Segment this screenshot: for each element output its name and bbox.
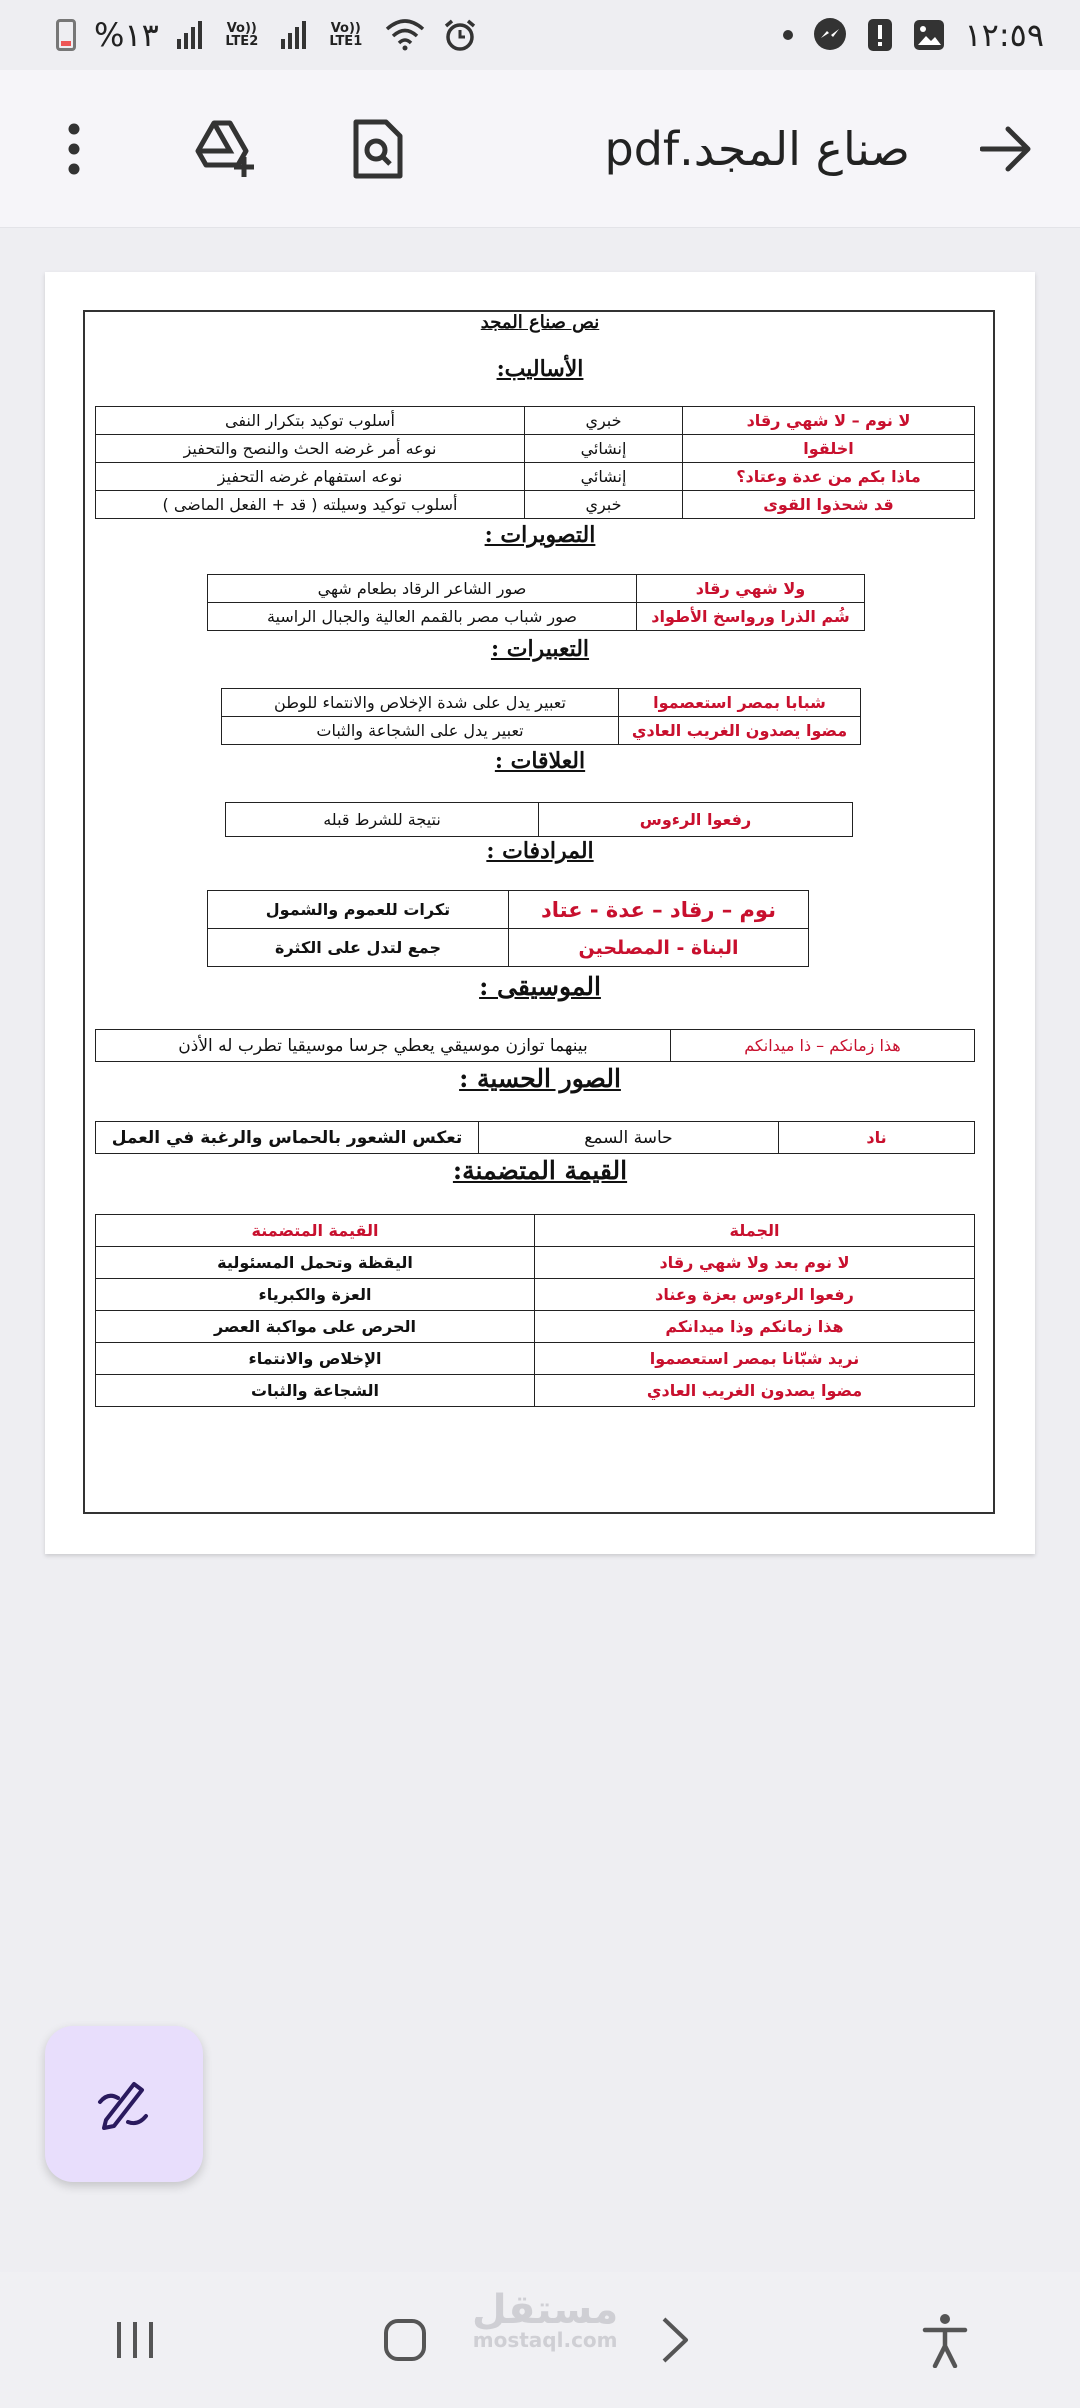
table-row (96, 407, 975, 435)
phrase-cell: قد شحذوا القوى (683, 491, 975, 519)
home-icon[interactable] (360, 2295, 450, 2385)
section-heading-styles: الأساليب: (496, 356, 584, 382)
imagery-table (207, 574, 865, 631)
back-icon[interactable] (630, 2295, 720, 2385)
lte2-label: Vo)) LTE2 (225, 21, 259, 49)
sentence-cell: رفعوا الرءوس بعزة وعناد (535, 1279, 975, 1311)
phrase-cell: اخلقوا (683, 435, 975, 463)
type-cell: خبري (525, 407, 683, 435)
value-cell: العزة والكبرياء (96, 1279, 535, 1311)
table-row (96, 435, 975, 463)
type-cell: حاسة السمع (479, 1122, 779, 1154)
signal-icon (281, 21, 307, 49)
section-heading-synonyms: المرادفات : (486, 838, 594, 864)
table-row (96, 463, 975, 491)
gallery-icon (912, 18, 946, 52)
accessibility-icon[interactable] (900, 2295, 990, 2385)
styles-table (95, 406, 975, 519)
watermark (472, 2287, 619, 2352)
table-row (96, 1375, 975, 1407)
table-row (96, 1030, 975, 1062)
alarm-icon (443, 18, 477, 52)
sentence-cell: لا نوم بعد ولا شهي رقاد (535, 1247, 975, 1279)
phrase-cell: ناد (779, 1122, 975, 1154)
phrase-cell: ولا شهي رقاد (637, 575, 865, 603)
section-heading-relations: العلاقات : (494, 748, 586, 774)
table-row (96, 491, 975, 519)
music-table (95, 1029, 975, 1062)
sentence-cell: مضوا يصدون الغريب العادي (535, 1375, 975, 1407)
status-bar (0, 0, 1080, 70)
type-cell: إنشائي (525, 435, 683, 463)
desc-cell: صور شباب مصر بالقمم العالية والجبال الراسية (208, 603, 637, 631)
more-vert-icon[interactable] (38, 113, 110, 185)
desc-cell: صور الشاعر الرقاد بطعام شهي (208, 575, 637, 603)
wifi-icon (385, 19, 425, 51)
status-right (782, 16, 1044, 54)
senses-table (95, 1121, 975, 1154)
value-cell: الحرص على مواكبة العصر (96, 1311, 535, 1343)
section-heading-expressions: التعبيرات : (490, 636, 590, 662)
table-header-row (96, 1215, 975, 1247)
header-value: القيمة المتضمنة (96, 1215, 535, 1247)
table-row (96, 1343, 975, 1375)
back-arrow-icon[interactable] (970, 113, 1042, 185)
table-row (96, 1122, 975, 1154)
header-sentence: الجملة (535, 1215, 975, 1247)
relations-table (225, 802, 853, 837)
table-row (222, 717, 861, 745)
lte1-label: Vo)) LTE1 (329, 21, 363, 49)
desc-cell: تكرات للعموم والشمول (208, 891, 509, 929)
clock: ١٢:٥٩ (964, 16, 1044, 54)
table-row (96, 1247, 975, 1279)
type-cell: إنشائي (525, 463, 683, 491)
search-document-icon[interactable] (342, 113, 414, 185)
table-row (208, 575, 865, 603)
battery-percent: %١٣ (94, 16, 159, 54)
expressions-table (221, 688, 861, 745)
app-bar-actions (38, 113, 414, 185)
section-heading-senses: الصور الحسية : (459, 1064, 621, 1093)
synonyms-table (207, 890, 809, 967)
phrase-cell: شُم الذرا ورواسخ الأطواد (637, 603, 865, 631)
watermark-sub: mostaql.com (472, 2328, 618, 2352)
edit-pen-icon (94, 2072, 154, 2136)
edit-fab-button[interactable] (45, 2026, 203, 2182)
table-row (222, 689, 861, 717)
pdf-page[interactable] (45, 272, 1035, 1554)
phrase-cell: رفعوا الرءوس (539, 803, 853, 837)
desc-cell: أسلوب توكيد بتكرار النفى (96, 407, 525, 435)
section-heading-values: القيمة المتضمنة: (452, 1156, 628, 1185)
table-row (96, 1279, 975, 1311)
table-row (208, 929, 809, 967)
desc-cell: نتيجة للشرط قبله (226, 803, 539, 837)
document-title: صناع المجد.pdf (604, 121, 910, 176)
phrase-cell: نوم – رقاد – عدة - عتاد (509, 891, 809, 929)
sentence-cell: هذا زمانكم وذا ميدانكم (535, 1311, 975, 1343)
dot-icon (782, 29, 794, 41)
type-cell: خبري (525, 491, 683, 519)
value-cell: الإخلاص والانتماء (96, 1343, 535, 1375)
desc-cell: جمع لتدل على الكثرة (208, 929, 509, 967)
table-row (226, 803, 853, 837)
table-row (96, 1311, 975, 1343)
table-row (208, 603, 865, 631)
battery-icon (56, 19, 76, 51)
signal-icon (177, 21, 203, 49)
desc-cell: نوعه استفهام غرضه التحفيز (96, 463, 525, 491)
values-table (95, 1214, 975, 1407)
desc-cell: نوعه أمر غرضه الحث والنصح والتحفيز (96, 435, 525, 463)
phrase-cell: شبابا بمصر استعصموا (619, 689, 861, 717)
messenger-icon (812, 17, 848, 53)
value-cell: اليقظة وتحمل المسئولية (96, 1247, 535, 1279)
phrase-cell: مضوا يصدون الغريب العادي (619, 717, 861, 745)
alert-icon (866, 17, 894, 53)
desc-cell: تعبير يدل على شدة الإخلاص والانتماء للوطن (222, 689, 619, 717)
status-left (56, 16, 477, 54)
desc-cell: تعبير يدل على الشجاعة والثبات (222, 717, 619, 745)
desc-cell: بينهما توازن موسيقي يعطي جرسا موسيقيا تطرب له الأذن (96, 1030, 671, 1062)
sentence-cell: نريد شبّانا بمصر استعصموا (535, 1343, 975, 1375)
phrase-cell: البناة - المصلحين (509, 929, 809, 967)
desc-cell: أسلوب توكيد وسيلته ( قد + الفعل الماضى ) (96, 491, 525, 519)
section-heading-music: الموسيقى : (479, 972, 601, 1001)
recent-apps-icon[interactable] (90, 2295, 180, 2385)
add-to-drive-icon[interactable] (190, 113, 262, 185)
watermark-text: مستقل (472, 2287, 619, 2333)
document-content (45, 272, 1035, 1554)
phrase-cell: هذا زمانكم – ذا ميدانكم (671, 1030, 975, 1062)
doc-title: نص صناع المجد (480, 312, 600, 333)
section-heading-imagery: التصويرات : (484, 522, 596, 548)
desc-cell: تعكس الشعور بالحماس والرغبة في العمل (96, 1122, 479, 1154)
phrase-cell: لا نوم – لا شهي رقاد (683, 407, 975, 435)
app-bar (0, 70, 1080, 228)
table-row (208, 891, 809, 929)
phrase-cell: ماذا بكم من عدة وعتاد؟ (683, 463, 975, 491)
value-cell: الشجاعة والثبات (96, 1375, 535, 1407)
app-bar-title-group (605, 113, 1042, 185)
